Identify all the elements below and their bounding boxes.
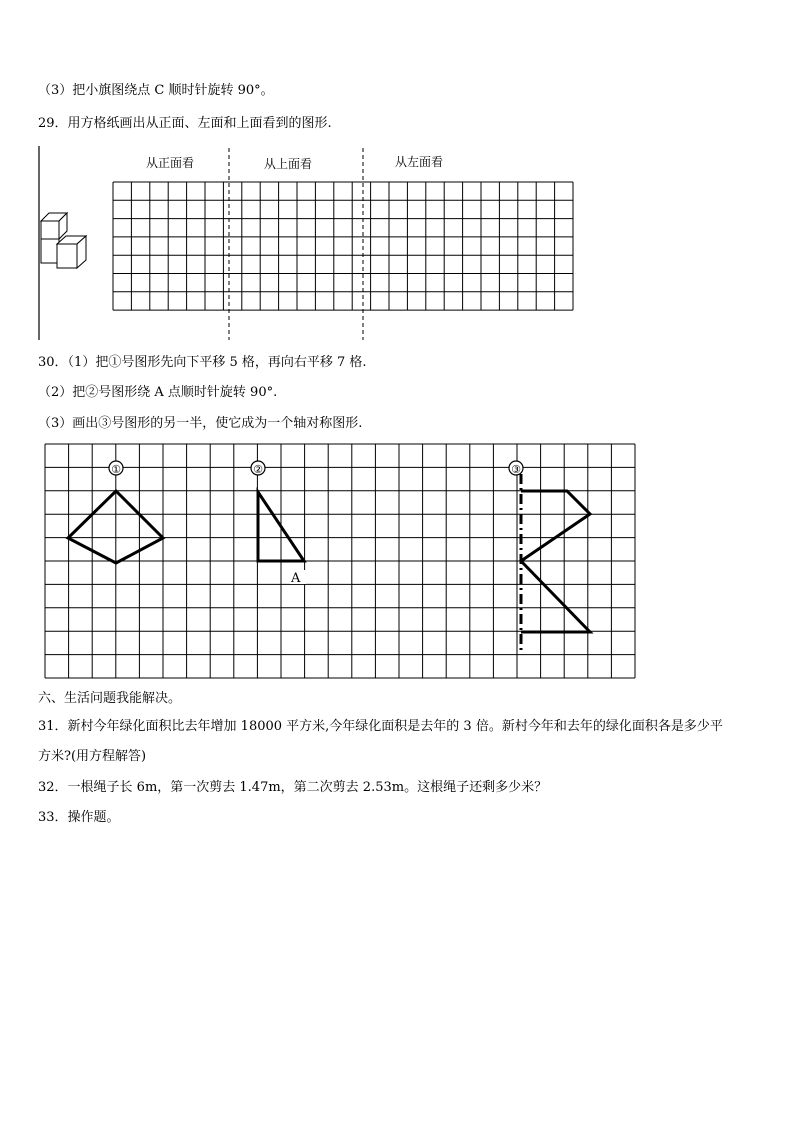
shape-2-triangle (251, 461, 306, 586)
q31-text-line1: 31．新村今年绿化面积比去年增加 18000 平方米,今年绿化面积是去年的 3 倍。新村今年和去年的绿化面积各是多少平 (38, 719, 723, 734)
q30-figure (40, 440, 640, 680)
q30-figure-svg (40, 440, 640, 680)
left-view-label: 从左面看 (395, 155, 444, 169)
shape-3-half (509, 461, 590, 654)
cube-stack-drawing (41, 213, 86, 268)
q29-figure (36, 144, 596, 342)
q31-text-line2: 方米?(用方程解答) (38, 749, 147, 764)
q29-figure-svg (36, 144, 596, 342)
top-view-label: 从上面看 (264, 157, 313, 171)
q30-part2-text: （2）把②号图形绕 A 点顺时针旋转 90°. (38, 385, 278, 400)
front-view-label: 从正面看 (146, 156, 195, 170)
shape-1-label: ① (111, 463, 121, 476)
shape-3-label: ③ (511, 463, 521, 476)
q29-grid (113, 182, 573, 310)
shape-2-label: ② (253, 463, 263, 476)
q29-text: 29．用方格纸画出从正面、左面和上面看到的图形. (38, 116, 332, 131)
q30-part1-text: 30．（1）把①号图形先向下平移 5 格，再向右平移 7 格. (38, 355, 367, 370)
q28-part3-text: （3）把小旗图绕点 C 顺时针旋转 90°。 (38, 83, 274, 98)
section-6-heading: 六、生活问题我能解决。 (38, 691, 182, 706)
q33-text: 33．操作题。 (38, 810, 120, 825)
q30-grid (45, 444, 635, 678)
q32-text: 32．一根绳子长 6m，第一次剪去 1.47m，第二次剪去 2.53m。这根绳子还剩多少米？ (38, 780, 548, 795)
point-a-label: A (291, 571, 301, 586)
q30-part3-text: （3）画出③号图形的另一半，使它成为一个轴对称图形. (38, 416, 363, 431)
